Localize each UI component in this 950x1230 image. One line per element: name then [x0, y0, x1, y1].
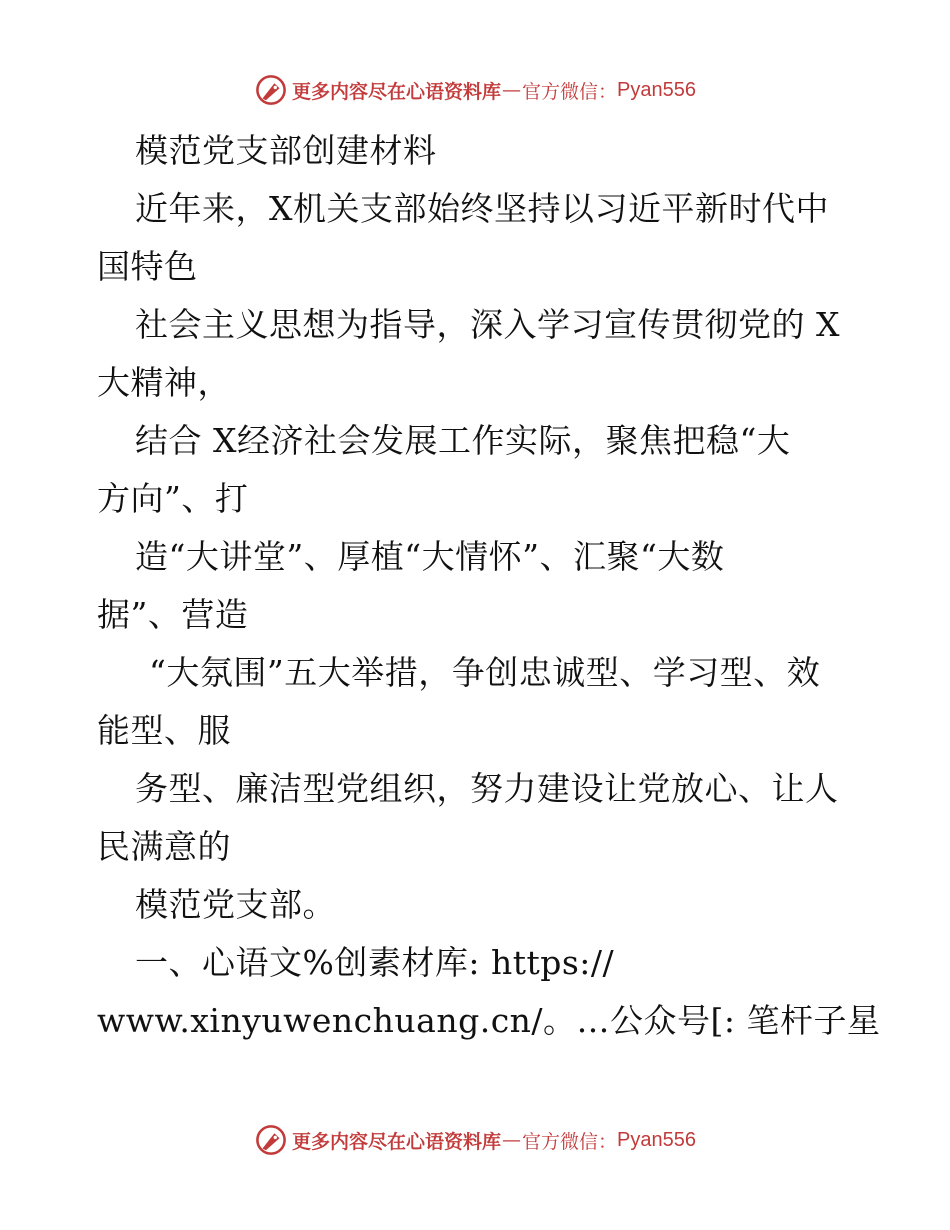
paragraph-line: 近年来，X机关支部始终坚持以习近平新时代中 [135, 189, 829, 228]
paragraph-line: 模范党支部。 [135, 885, 336, 924]
paragraph-line: 造“大讲堂”、厚植“大情怀”、汇聚“大数 [135, 537, 725, 576]
banner-text: 更多内容尽在心语资料库 [292, 1130, 502, 1153]
paragraph-line: “大氛围”五大举措，争创忠诚型、学习型、效 [149, 653, 821, 692]
paragraph-line: 国特色 [97, 247, 198, 286]
paragraph-line: 方向”、打 [97, 479, 249, 518]
paragraph-line: www.xinyuwenchuang.cn/。…公众号[: 笔杆子星 [97, 1001, 881, 1040]
banner-dash: — [502, 79, 522, 101]
footer-banner [0, 1120, 950, 1160]
banner-wechat-handle: Pyan556 [617, 1128, 696, 1151]
section-heading: 一、心语文%创素材库: https:// [135, 943, 615, 982]
paragraph-line: 结合 X经济社会发展工作实际，聚焦把稳“大 [135, 421, 791, 460]
paragraph-line: 民满意的 [97, 827, 231, 866]
banner-wechat-label: 官方微信： [522, 1130, 618, 1153]
pen-nib-logo-icon [254, 1123, 288, 1157]
document-title: 模范党支部创建材料 [135, 131, 437, 170]
paragraph-line: 大精神， [97, 363, 231, 402]
paragraph-line: 能型、服 [97, 711, 231, 750]
banner-text: 更多内容尽在心语资料库 [292, 80, 502, 103]
banner-wechat-label: 官方微信： [522, 80, 618, 103]
paragraph-line: 务型、廉洁型党组织，努力建设让党放心、让人 [135, 769, 839, 808]
pen-nib-logo-icon [254, 73, 288, 107]
paragraph-line: 社会主义思想为指导，深入学习宣传贯彻党的 X [135, 305, 840, 344]
paragraph-line: 据”、营造 [97, 595, 249, 634]
banner-wechat-handle: Pyan556 [617, 78, 696, 101]
banner-dash: — [502, 1129, 522, 1151]
document-body [97, 122, 881, 1050]
header-banner [0, 70, 950, 110]
